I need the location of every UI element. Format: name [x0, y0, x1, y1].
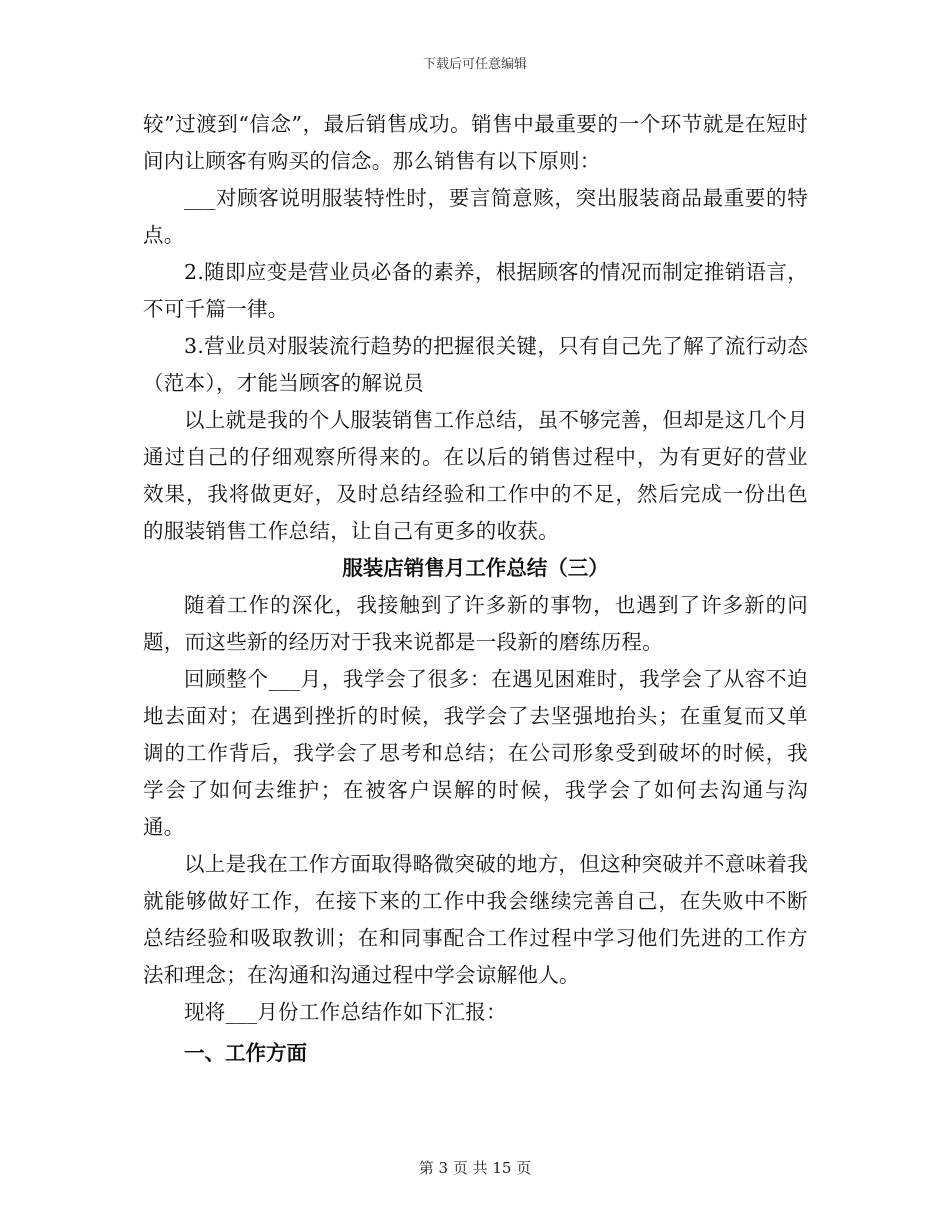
paragraph-principle-1: ___对顾客说明服装特性时，要言简意赅，突出服装商品最重要的特点。 [143, 186, 808, 247]
paragraph-principle-2: 2.随即应变是营业员必备的素养，根据顾客的情况而制定推销语言，不可千篇一律。 [143, 260, 808, 321]
paragraph-principle-3: 3.营业员对服装流行趋势的把握很关键，只有自己先了解了流行动态（范本），才能当顾客的解说员 [143, 334, 808, 395]
paragraph-breakthrough: 以上是我在工作方面取得略微突破的地方，但这种突破并不意味着我就能够做好工作，在接下来的工作中我会继续完善自己，在失败中不断总结经验和吸取教训；在和同事配合工作过程中学习他们先进的工作方法和理念；在沟通和沟通过程中学会谅解他人。 [143, 852, 808, 987]
paragraph-intro: 随着工作的深化，我接触到了许多新的事物，也遇到了许多新的问题，而这些新的经历对于我来说都是一段新的磨练历程。 [143, 593, 808, 654]
paragraph-continuation: 较”过渡到“信念”，最后销售成功。销售中最重要的一个环节就是在短时间内让顾客有购买的信念。那么销售有以下原则： [143, 112, 808, 173]
document-body [143, 106, 808, 1072]
paragraph-review: 回顾整个___月，我学会了很多：在遇见困难时，我学会了从容不迫地去面对；在遇到挫折的时候，我学会了去坚强地抬头；在重复而又单调的工作背后，我学会了思考和总结；在公司形象受到破坏的时候，我学会了如何去维护；在被客户误解的时候，我学会了如何去沟通与沟通。 [143, 667, 808, 839]
page-header: 下载后可任意编辑 [422, 57, 527, 72]
subheading-work: 一、工作方面 [184, 1041, 307, 1065]
paragraph-conclusion: 以上就是我的个人服装销售工作总结，虽不够完善，但却是这几个月通过自己的仔细观察所得来的。在以后的销售过程中，为有更好的营业效果，我将做更好，及时总结经验和工作中的不足，然后完成一份出色的服装销售工作总结，让自己有更多的收获。 [143, 408, 808, 543]
page-footer: 第 3 页 共 15 页 [418, 1159, 532, 1177]
paragraph-report-intro: 现将___月份工作总结作如下汇报： [184, 1000, 507, 1024]
section-title: 服装店销售月工作总结（三） [342, 556, 609, 580]
